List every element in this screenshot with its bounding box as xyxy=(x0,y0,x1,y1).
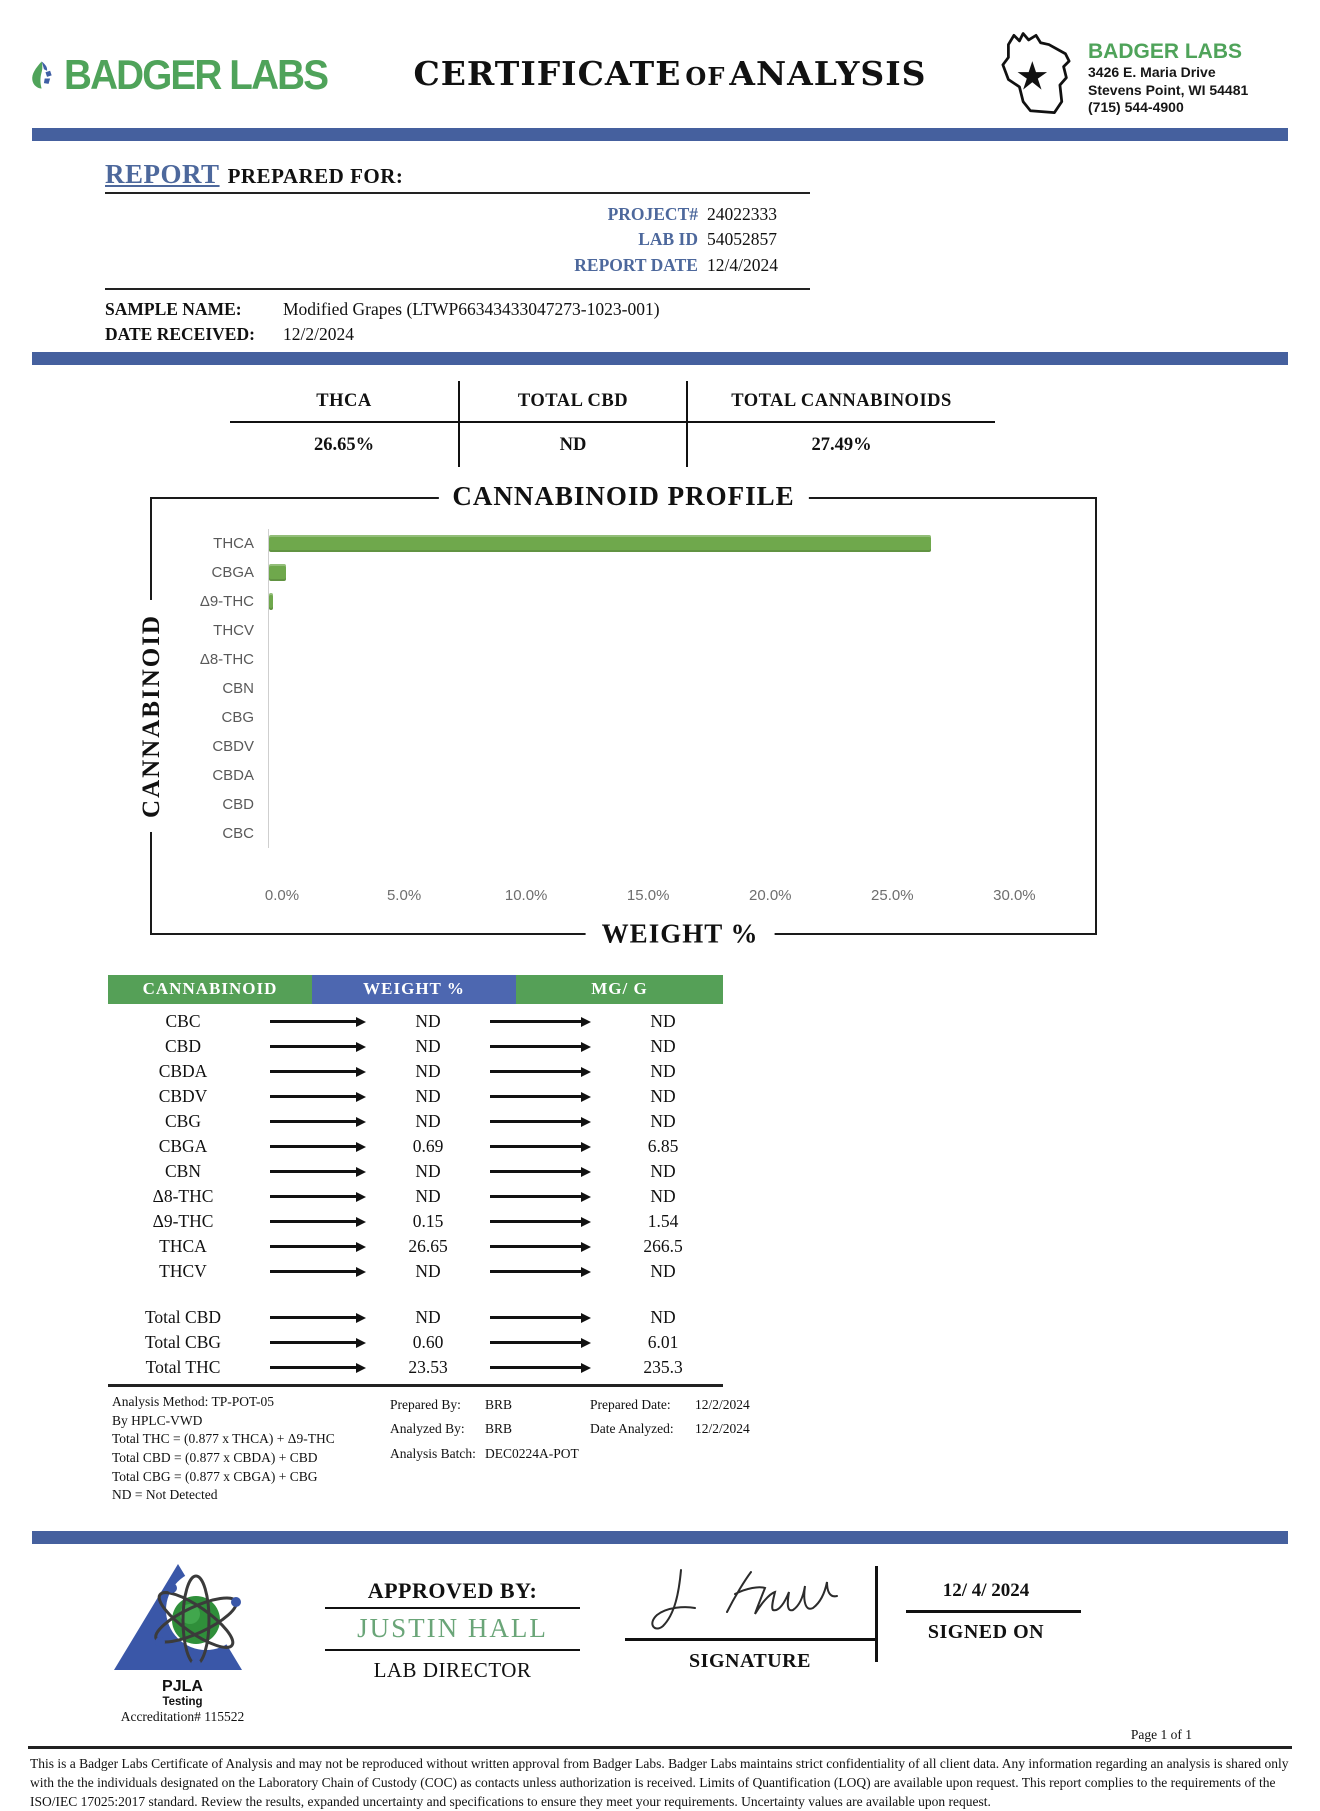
arrow-icon xyxy=(478,1192,603,1202)
accreditation-number: Accreditation# 115522 xyxy=(120,1708,245,1724)
table-row xyxy=(108,1209,723,1234)
table-row xyxy=(108,1305,723,1330)
arrow-icon xyxy=(258,1067,378,1077)
footnote-line: ND = Not Detected xyxy=(112,1487,218,1503)
summary-header-thca: THCA xyxy=(230,381,460,423)
cannabinoid-name: CBGA xyxy=(158,1136,208,1157)
chart-x-tick: 30.0% xyxy=(993,887,1036,905)
chart-bar-track xyxy=(268,732,1051,761)
date-received-value: 12/2/2024 xyxy=(283,323,354,344)
footnote-line: By HPLC-VWD xyxy=(112,1412,203,1428)
chart-row xyxy=(176,819,1051,848)
arrow-icon xyxy=(478,1142,603,1152)
signed-on-block xyxy=(875,1566,1100,1662)
weight-percent-value: ND xyxy=(415,1086,441,1107)
meta-label: Prepared Date: xyxy=(590,1397,671,1413)
arrow-icon xyxy=(258,1142,378,1152)
arrow-icon xyxy=(258,1092,378,1102)
table-row xyxy=(108,1184,723,1209)
header xyxy=(0,0,1320,122)
meta-row-batch xyxy=(390,1442,805,1466)
chart-bar-track xyxy=(268,616,1051,645)
sample-name-row xyxy=(105,297,1005,322)
weight-percent-value: 0.69 xyxy=(412,1136,444,1157)
chart-x-tick: 5.0% xyxy=(386,887,422,905)
chart-row xyxy=(176,645,1051,674)
summary-value-totalcbd: ND xyxy=(460,423,688,467)
report-heading-report: REPORT xyxy=(105,159,220,189)
meta-value: BRB xyxy=(485,1421,513,1437)
weight-percent-value: ND xyxy=(415,1036,441,1057)
chart-bar-track xyxy=(268,674,1051,703)
mg-per-g-value: 6.85 xyxy=(647,1136,679,1157)
meta-value xyxy=(695,1442,805,1466)
arrow-icon xyxy=(258,1363,378,1373)
mg-per-g-value: ND xyxy=(650,1307,676,1328)
accreditation-org: PJLA xyxy=(162,1677,203,1695)
cannabinoid-name: THCV xyxy=(159,1261,207,1282)
cannabinoid-name: CBD xyxy=(165,1036,201,1057)
cannabinoid-name: CBDA xyxy=(158,1061,208,1082)
results-header-cell-mgg: MG/ G xyxy=(516,975,723,1004)
chart-category-label: CBD xyxy=(222,796,254,814)
results-header-cell-cannabinoid: CANNABINOID xyxy=(108,975,312,1004)
mg-per-g-value: 235.3 xyxy=(643,1357,683,1378)
title-word: CERTIFICATE xyxy=(413,54,682,93)
date-received-row xyxy=(105,322,1005,347)
arrow-icon xyxy=(478,1067,603,1077)
mg-per-g-value: ND xyxy=(650,1036,676,1057)
mg-per-g-value: 1.54 xyxy=(647,1211,679,1232)
results-header-cell-weight: WEIGHT % xyxy=(312,975,516,1004)
date-received-label: DATE RECEIVED: xyxy=(105,323,255,344)
signature-label: SIGNATURE xyxy=(689,1649,811,1672)
page-title xyxy=(350,54,990,93)
results-header xyxy=(108,975,723,1004)
summary-value-totalcannabinoids: 27.49% xyxy=(811,434,872,455)
arrow-icon xyxy=(258,1242,378,1252)
results-table xyxy=(108,975,723,1387)
arrow-icon xyxy=(478,1167,603,1177)
wisconsin-state-icon xyxy=(990,26,1082,122)
chart-x-tick: 25.0% xyxy=(871,887,914,905)
accreditation-sub: Testing xyxy=(162,1695,203,1708)
field-value: 24022333 xyxy=(707,204,777,224)
weight-percent-value: 0.15 xyxy=(412,1211,444,1232)
chart-row xyxy=(176,674,1051,703)
pjla-logo-icon xyxy=(108,1558,258,1676)
chart-bar-track xyxy=(268,761,1051,790)
table-row xyxy=(108,1109,723,1134)
weight-percent-value: ND xyxy=(415,1307,441,1328)
chart-bar-track xyxy=(268,587,1051,616)
cannabinoid-name: CBDV xyxy=(158,1086,208,1107)
lab-address-block xyxy=(990,26,1290,122)
chart-x-tick: 10.0% xyxy=(504,887,548,905)
chart-x-tick: 0.0% xyxy=(264,887,300,905)
chart-category-label: THCV xyxy=(213,622,254,640)
arrow-icon xyxy=(478,1267,603,1277)
cannabinoid-name: Δ8-THC xyxy=(152,1186,214,1207)
chart-title: CANNABINOID PROFILE xyxy=(438,481,808,512)
chart-bar-track xyxy=(268,703,1051,732)
arrow-icon xyxy=(478,1313,603,1323)
summary-table xyxy=(230,381,1320,467)
table-row xyxy=(108,1159,723,1184)
signature-icon xyxy=(635,1560,865,1644)
weight-percent-value: ND xyxy=(415,1161,441,1182)
field-row-reportdate xyxy=(105,253,810,278)
divider-bar-bottom xyxy=(32,1531,1288,1544)
footer-disclaimer: This is a Badger Labs Certificate of Analysis and may not be reproduced without written approval from Badger Labs. Badger Labs maintains strict confidentiality of all client data. Any information regarding an analysis is shared only with the the individuals designated on the Laboratory Chain of Custody (COC) as contacts unless authorization is received. Limits of Quantification (LOQ) are available upon request. This report complies to the requirements of the ISO/IEC 17025:2017 standard. Review the results, expanded uncertainty and specifications to ensure they meet your requirements. Uncertainty values are available upon request. xyxy=(30,1755,1289,1810)
mg-per-g-value: ND xyxy=(650,1011,676,1032)
arrow-icon xyxy=(478,1042,603,1052)
sample-name-value: Modified Grapes (LTWP66343433047273-1023-001) xyxy=(283,299,660,320)
brand-name: BADGER LABS xyxy=(63,51,328,98)
arrow-icon xyxy=(258,1267,378,1277)
field-row-labid xyxy=(105,227,810,252)
footnotes-meta xyxy=(390,1393,805,1505)
report-heading-rest: PREPARED FOR: xyxy=(227,164,404,188)
lab-phone: (715) 544-4900 xyxy=(1088,99,1184,115)
weight-percent-value: ND xyxy=(415,1261,441,1282)
meta-label: Analyzed By: xyxy=(390,1421,465,1437)
meta-value: DEC0224A-POT xyxy=(485,1445,579,1461)
chart-y-axis-label: CANNABINOID xyxy=(138,600,166,832)
table-row xyxy=(108,1330,723,1355)
results-totals xyxy=(108,1300,723,1387)
chart-category-label: CBN xyxy=(222,680,254,698)
meta-value: 12/2/2024 xyxy=(695,1421,750,1437)
chart-category-label: Δ9-THC xyxy=(199,593,254,611)
arrow-icon xyxy=(258,1192,378,1202)
report-fields xyxy=(105,194,810,290)
badger-leaf-icon xyxy=(30,38,54,112)
field-label: REPORT DATE xyxy=(574,254,698,275)
weight-percent-value: ND xyxy=(415,1011,441,1032)
title-word-of: OF xyxy=(685,62,726,91)
results-rows xyxy=(108,1004,723,1284)
arrow-icon xyxy=(258,1042,378,1052)
table-row xyxy=(108,1134,723,1159)
meta-label xyxy=(590,1442,695,1466)
brand xyxy=(30,38,350,112)
arrow-icon xyxy=(258,1017,378,1027)
footnotes xyxy=(112,1393,1320,1505)
cannabinoid-name: Δ9-THC xyxy=(152,1211,214,1232)
meta-label: Date Analyzed: xyxy=(590,1421,674,1437)
meta-label: Prepared By: xyxy=(390,1397,461,1413)
arrow-icon xyxy=(258,1167,378,1177)
lab-name: BADGER LABS xyxy=(1088,40,1243,63)
chart-bar xyxy=(269,564,286,581)
approved-by-label: APPROVED BY: xyxy=(325,1578,580,1609)
signed-on-label: SIGNED ON xyxy=(927,1620,1045,1643)
lab-text xyxy=(1088,26,1248,117)
signed-on-line xyxy=(906,1610,1081,1613)
cannabinoid-name: Total CBG xyxy=(144,1332,222,1353)
chart-xticks xyxy=(264,887,1051,909)
mg-per-g-value: ND xyxy=(650,1186,676,1207)
cannabinoid-name: CBC xyxy=(165,1011,201,1032)
table-row xyxy=(108,1009,723,1034)
divider-bar-top xyxy=(32,128,1288,141)
chart-x-tick: 15.0% xyxy=(626,887,670,905)
arrow-icon xyxy=(258,1117,378,1127)
footnotes-left xyxy=(112,1393,362,1505)
chart-category-label: THCA xyxy=(213,535,254,553)
lab-address-line1: 3426 E. Maria Drive xyxy=(1088,64,1216,80)
arrow-icon xyxy=(258,1338,378,1348)
meta-label: Analysis Batch: xyxy=(390,1445,476,1461)
arrow-icon xyxy=(478,1017,603,1027)
pjla-accreditation-block xyxy=(95,1558,270,1725)
chart-bar-track xyxy=(268,790,1051,819)
arrow-icon xyxy=(478,1363,603,1373)
approver-title: LAB DIRECTOR xyxy=(373,1657,532,1682)
approved-by-block xyxy=(325,1578,580,1683)
chart-row xyxy=(176,558,1051,587)
page-number: Page 1 of 1 xyxy=(1130,1726,1192,1742)
table-row xyxy=(108,1259,723,1284)
mg-per-g-value: 266.5 xyxy=(643,1236,683,1257)
table-row xyxy=(108,1084,723,1109)
field-label: LAB ID xyxy=(638,229,698,250)
weight-percent-value: ND xyxy=(415,1186,441,1207)
cannabinoid-name: CBN xyxy=(165,1161,201,1182)
mg-per-g-value: ND xyxy=(650,1111,676,1132)
table-row xyxy=(108,1059,723,1084)
chart-row xyxy=(176,616,1051,645)
summary-header-totalcannabinoids: TOTAL CANNABINOIDS xyxy=(688,381,995,423)
cannabinoid-name: THCA xyxy=(159,1236,207,1257)
mg-per-g-value: 6.01 xyxy=(647,1332,679,1353)
summary-value-thca: 26.65% xyxy=(230,423,460,467)
chart-row xyxy=(176,790,1051,819)
table-row xyxy=(108,1234,723,1259)
title-word: ANALYSIS xyxy=(729,54,927,93)
meta-row-prepared xyxy=(390,1393,805,1417)
chart-row xyxy=(176,587,1051,616)
weight-percent-value: 0.60 xyxy=(412,1332,444,1353)
chart-category-label: CBDV xyxy=(212,738,254,756)
footnote-line: Analysis Method: TP-POT-05 xyxy=(112,1394,275,1410)
chart-category-label: CBDA xyxy=(212,767,254,785)
footnote-line: Total CBD = (0.877 x CBDA) + CBD xyxy=(112,1450,318,1465)
chart-x-tick: 20.0% xyxy=(748,887,792,905)
approval-section xyxy=(95,1558,1320,1725)
cannabinoid-name: Total CBD xyxy=(144,1307,222,1328)
signature-line xyxy=(625,1638,875,1641)
sample-block xyxy=(105,290,1005,346)
chart-category-label: CBG xyxy=(221,709,254,727)
arrow-icon xyxy=(478,1092,603,1102)
weight-percent-value: ND xyxy=(415,1111,441,1132)
field-value: 12/4/2024 xyxy=(707,254,778,275)
signed-date: 12/ 4/ 2024 xyxy=(942,1579,1030,1601)
weight-percent-value: 26.65 xyxy=(408,1236,448,1257)
arrow-icon xyxy=(478,1242,603,1252)
mg-per-g-value: ND xyxy=(650,1261,676,1282)
approver-name: JUSTIN HALL xyxy=(325,1609,580,1651)
chart-category-label: CBGA xyxy=(211,564,254,582)
meta-row-analyzed xyxy=(390,1417,805,1441)
arrow-icon xyxy=(258,1217,378,1227)
meta-value: BRB xyxy=(485,1397,513,1413)
arrow-icon xyxy=(478,1217,603,1227)
cannabinoid-name: CBG xyxy=(165,1111,201,1132)
chart-x-axis-label: WEIGHT % xyxy=(586,919,775,950)
weight-percent-value: 23.53 xyxy=(408,1357,448,1378)
report-info-section xyxy=(105,159,810,346)
chart-rows xyxy=(176,529,1051,875)
chart-row xyxy=(176,529,1051,558)
arrow-icon xyxy=(258,1313,378,1323)
chart-row xyxy=(176,732,1051,761)
summary-header-totalcbd: TOTAL CBD xyxy=(460,381,688,423)
chart-bar-track xyxy=(268,819,1051,848)
mg-per-g-value: ND xyxy=(650,1086,676,1107)
cannabinoid-name: Total THC xyxy=(145,1357,221,1378)
chart-bar-track xyxy=(268,529,1051,558)
signature-block xyxy=(625,1560,875,1673)
chart-bar xyxy=(269,593,273,610)
field-value: 54052857 xyxy=(707,229,777,250)
table-row xyxy=(108,1034,723,1059)
sample-name-label: SAMPLE NAME: xyxy=(105,299,242,320)
arrow-icon xyxy=(478,1338,603,1348)
mg-per-g-value: ND xyxy=(650,1061,676,1082)
field-label: PROJECT# xyxy=(607,204,698,224)
table-row xyxy=(108,1355,723,1380)
report-heading xyxy=(105,159,810,194)
chart-bar xyxy=(269,535,931,552)
chart-row xyxy=(176,761,1051,790)
chart-category-label: Δ8-THC xyxy=(199,651,254,669)
meta-value: 12/2/2024 xyxy=(695,1397,750,1413)
chart-row xyxy=(176,703,1051,732)
arrow-icon xyxy=(478,1117,603,1127)
footer-divider xyxy=(28,1746,1292,1749)
divider-bar-mid xyxy=(32,352,1288,365)
mg-per-g-value: ND xyxy=(650,1161,676,1182)
chart-bar-track xyxy=(268,645,1051,674)
weight-percent-value: ND xyxy=(415,1061,441,1082)
chart-category-label: CBC xyxy=(222,825,254,843)
footnote-line: Total THC = (0.877 x THCA) + Δ9-THC xyxy=(112,1431,335,1447)
cannabinoid-profile-chart xyxy=(138,481,1097,949)
field-row-project xyxy=(105,202,810,227)
chart-bar-track xyxy=(268,558,1051,587)
lab-address-line2: Stevens Point, WI 54481 xyxy=(1088,81,1249,98)
footnote-line: Total CBG = (0.877 x CBGA) + CBG xyxy=(112,1468,318,1484)
